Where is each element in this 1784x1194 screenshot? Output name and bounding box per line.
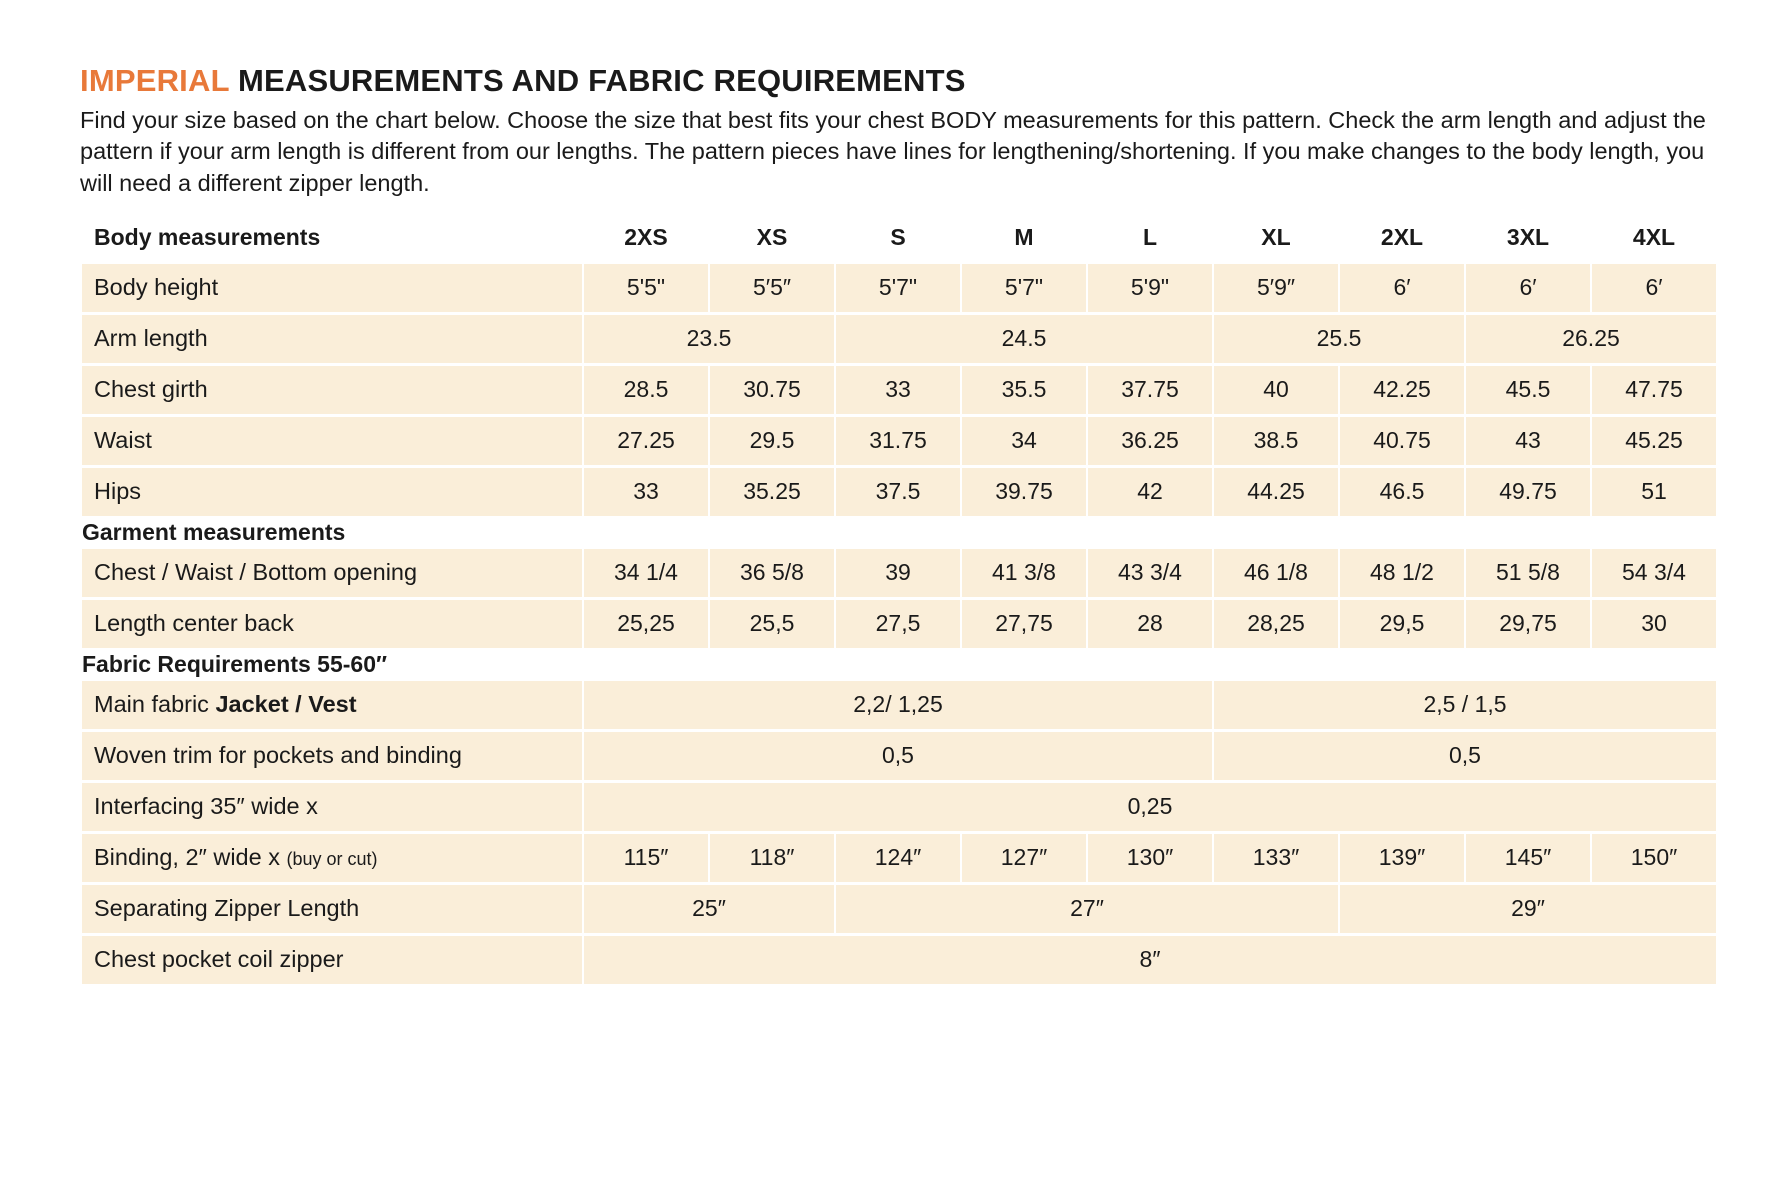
binding-2-wide-x-value-3xl: 145″ [1466, 834, 1590, 882]
length-center-back-value-m: 27,75 [962, 600, 1086, 648]
chest-waist-bottom-opening-value-xl: 46 1/8 [1214, 549, 1338, 597]
table-row [82, 936, 1716, 984]
length-center-back-value-2xs: 25,25 [584, 600, 708, 648]
arm-length-value-0: 23.5 [584, 315, 834, 363]
waist-value-m: 34 [962, 417, 1086, 465]
size-header-xl: XL [1261, 223, 1291, 250]
woven-trim-for-pockets-and-binding-value-0: 0,5 [584, 732, 1212, 780]
main-fabric-label: Main fabric Jacket / Vest [82, 681, 582, 729]
waist-value-l: 36.25 [1088, 417, 1212, 465]
page-title [80, 62, 1706, 99]
binding-2-wide-x-value-2xs: 115″ [584, 834, 708, 882]
main-fabric-value-0: 2,2/ 1,25 [584, 681, 1212, 729]
table-row [82, 783, 1716, 831]
binding-2-wide-x-value-2xl: 139″ [1340, 834, 1464, 882]
size-header-4xl: 4XL [1632, 223, 1676, 250]
chest-waist-bottom-opening-value-l: 43 3/4 [1088, 549, 1212, 597]
chest-waist-bottom-opening-value-4xl: 54 3/4 [1592, 549, 1716, 597]
hips-value-m: 39.75 [962, 468, 1086, 516]
chest-pocket-coil-zipper-value-0: 8″ [584, 936, 1716, 984]
body-height-value-2xl: 6′ [1340, 264, 1464, 312]
separating-zipper-length-value-1: 27″ [836, 885, 1338, 933]
chest-girth-value-2xl: 42.25 [1340, 366, 1464, 414]
chest-girth-value-3xl: 45.5 [1466, 366, 1590, 414]
chest-waist-bottom-opening-value-m: 41 3/8 [962, 549, 1086, 597]
size-header-m: M [1014, 223, 1034, 250]
hips-label: Hips [82, 468, 582, 516]
arm-length-value-3: 26.25 [1466, 315, 1716, 363]
chest-girth-value-xl: 40 [1214, 366, 1338, 414]
table-row [82, 264, 1716, 312]
body-height-value-xs: 5′5″ [710, 264, 834, 312]
table-row [82, 549, 1716, 597]
hips-value-xs: 35.25 [710, 468, 834, 516]
hips-value-2xl: 46.5 [1340, 468, 1464, 516]
table-row [82, 366, 1716, 414]
waist-value-4xl: 45.25 [1592, 417, 1716, 465]
size-header-2xs: 2XS [624, 223, 668, 250]
table-row [82, 468, 1716, 516]
table-row [82, 600, 1716, 648]
size-header-2xl: 2XL [1380, 223, 1424, 250]
chest-waist-bottom-opening-value-s: 39 [836, 549, 960, 597]
chest-waist-bottom-opening-value-2xs: 34 1/4 [584, 549, 708, 597]
table-row [82, 885, 1716, 933]
waist-value-xs: 29.5 [710, 417, 834, 465]
garment-measurements-header: Garment measurements [82, 518, 346, 545]
chest-waist-bottom-opening-value-3xl: 51 5/8 [1466, 549, 1590, 597]
length-center-back-value-s: 27,5 [836, 600, 960, 648]
body-height-value-l: 5'9" [1088, 264, 1212, 312]
hips-value-xl: 44.25 [1214, 468, 1338, 516]
body-height-value-s: 5'7" [836, 264, 960, 312]
separating-zipper-length-label: Separating Zipper Length [82, 885, 582, 933]
chest-waist-bottom-opening-value-2xl: 48 1/2 [1340, 549, 1464, 597]
binding-2-wide-x-label-note: (buy or cut) [286, 849, 378, 870]
arm-length-value-2: 25.5 [1214, 315, 1464, 363]
binding-2-wide-x-value-xl: 133″ [1214, 834, 1338, 882]
waist-value-2xs: 27.25 [584, 417, 708, 465]
table-row [82, 681, 1716, 729]
fabric-requirements-header: Fabric Requirements 55-60″ [82, 650, 388, 677]
hips-value-3xl: 49.75 [1466, 468, 1590, 516]
page-title-highlight: IMPERIAL [80, 63, 230, 98]
hips-value-4xl: 51 [1592, 468, 1716, 516]
chest-waist-bottom-opening-label: Chest / Waist / Bottom opening [82, 549, 582, 597]
main-fabric-label-emphasis: Jacket / Vest [215, 691, 357, 718]
waist-label: Waist [82, 417, 582, 465]
table-row [82, 834, 1716, 882]
arm-length-label: Arm length [82, 315, 582, 363]
size-header-xs: XS [756, 223, 788, 250]
table-header-row [82, 216, 1716, 261]
length-center-back-label: Length center back [82, 600, 582, 648]
separating-zipper-length-value-2: 29″ [1340, 885, 1716, 933]
length-center-back-value-2xl: 29,5 [1340, 600, 1464, 648]
binding-2-wide-x-value-s: 124″ [836, 834, 960, 882]
size-header-s: S [890, 223, 906, 250]
hips-value-l: 42 [1088, 468, 1212, 516]
length-center-back-value-l: 28 [1088, 600, 1212, 648]
woven-trim-for-pockets-and-binding-label: Woven trim for pockets and binding [82, 732, 582, 780]
chest-pocket-coil-zipper-label: Chest pocket coil zipper [82, 936, 582, 984]
measurements-table [80, 213, 1718, 987]
separating-zipper-length-value-0: 25″ [584, 885, 834, 933]
chest-girth-value-xs: 30.75 [710, 366, 834, 414]
body-height-value-4xl: 6′ [1592, 264, 1716, 312]
length-center-back-value-4xl: 30 [1592, 600, 1716, 648]
waist-value-xl: 38.5 [1214, 417, 1338, 465]
binding-2-wide-x-value-xs: 118″ [710, 834, 834, 882]
chest-girth-value-s: 33 [836, 366, 960, 414]
body-measurements-header: Body measurements [94, 223, 321, 250]
hips-value-2xs: 33 [584, 468, 708, 516]
table-row [82, 417, 1716, 465]
waist-value-s: 31.75 [836, 417, 960, 465]
garment-section-row [82, 519, 1716, 546]
fabric-section-row [82, 651, 1716, 678]
body-height-label: Body height [82, 264, 582, 312]
length-center-back-value-xl: 28,25 [1214, 600, 1338, 648]
body-height-value-2xs: 5'5" [584, 264, 708, 312]
chest-girth-value-m: 35.5 [962, 366, 1086, 414]
table-row [82, 315, 1716, 363]
spacer-cell [584, 519, 1716, 546]
spacer-cell [584, 651, 1716, 678]
body-height-value-m: 5'7" [962, 264, 1086, 312]
table-row [82, 732, 1716, 780]
length-center-back-value-xs: 25,5 [710, 600, 834, 648]
chest-girth-label: Chest girth [82, 366, 582, 414]
arm-length-value-1: 24.5 [836, 315, 1212, 363]
page-title-rest: MEASUREMENTS AND FABRIC REQUIREMENTS [229, 63, 966, 98]
interfacing-35-wide-x-value-0: 0,25 [584, 783, 1716, 831]
binding-2-wide-x-value-m: 127″ [962, 834, 1086, 882]
body-height-value-xl: 5′9″ [1214, 264, 1338, 312]
waist-value-2xl: 40.75 [1340, 417, 1464, 465]
size-header-3xl: 3XL [1506, 223, 1550, 250]
hips-value-s: 37.5 [836, 468, 960, 516]
length-center-back-value-3xl: 29,75 [1466, 600, 1590, 648]
intro-paragraph: Find your size based on the chart below. Choose the size that best fits your chest BODY measurements for this pattern. Check the arm length and adjust the pattern if your arm length is different from our lengths. The pattern pieces have lines for lengthening/shortening. If you make changes to the body length, you will need a different zipper length. [80, 107, 1706, 196]
chest-girth-value-2xs: 28.5 [584, 366, 708, 414]
chest-girth-value-l: 37.75 [1088, 366, 1212, 414]
binding-2-wide-x-label: Binding, 2″ wide x (buy or cut) [82, 834, 582, 882]
interfacing-35-wide-x-label: Interfacing 35″ wide x [82, 783, 582, 831]
chest-girth-value-4xl: 47.75 [1592, 366, 1716, 414]
binding-2-wide-x-value-l: 130″ [1088, 834, 1212, 882]
main-fabric-value-1: 2,5 / 1,5 [1214, 681, 1716, 729]
binding-2-wide-x-value-4xl: 150″ [1592, 834, 1716, 882]
body-height-value-3xl: 6′ [1466, 264, 1590, 312]
woven-trim-for-pockets-and-binding-value-1: 0,5 [1214, 732, 1716, 780]
waist-value-3xl: 43 [1466, 417, 1590, 465]
size-header-l: L [1142, 223, 1158, 250]
chest-waist-bottom-opening-value-xs: 36 5/8 [710, 549, 834, 597]
